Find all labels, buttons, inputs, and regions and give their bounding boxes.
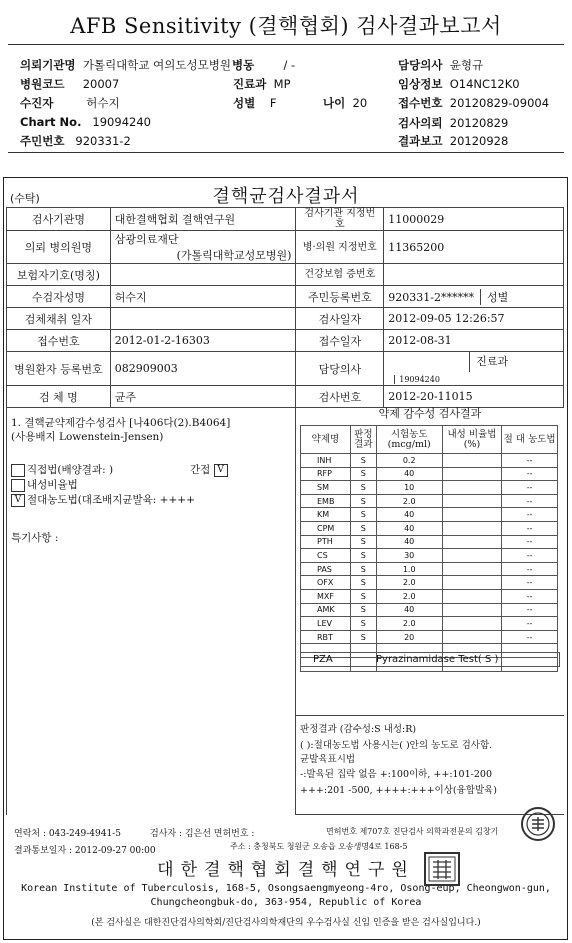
drug-row [301,562,558,576]
legend-line: 균발육표시법 [300,754,356,765]
drug-name: CPM [301,521,351,535]
absolute-concentration-checkbox[interactable]: V [11,494,25,507]
seal-glyph-icon [523,809,553,839]
header-field-clinical-info: 임상정보 O14NC12K0 [398,77,520,91]
header-field-institution: 의뢰기관명 가톨릭대학교 여의도성모병원 [20,58,231,72]
drug-name: MXF [301,589,351,603]
drug-absolute: -- [502,617,558,631]
drug-name: PTH [301,535,351,549]
info-value [110,308,296,330]
accreditation-notice: (본 검사실은 대한진단검사의학회/진단검사의학재단의 우수검사실 신임 인증을 받은 검사실입니다.) [91,918,481,928]
drug-concentration: 40 [376,508,442,522]
table-row [7,286,564,308]
drug-result: S [350,508,376,522]
drug-name: OFX [301,576,351,590]
drug-concentration: 2.0 [376,589,442,603]
column-header: 판정 결과 [350,426,376,454]
drug-row [301,535,558,549]
drug-sensitivity-section [296,405,564,715]
pza-value: Pyrazinamidase Test( S ) [376,654,499,665]
info-label: 주민등록번호 [296,286,384,308]
drug-absolute: -- [502,494,558,508]
info-value [110,264,296,286]
header-field-patient: 수진자 허수지 [20,96,120,110]
info-value: 진료과19094240 [384,352,564,386]
info-value: 대한결핵협회 결핵연구원 [110,208,296,231]
drug-row [301,603,558,617]
drug-concentration: 40 [376,521,442,535]
drug-result: S [350,467,376,481]
drug-ratio [442,617,502,631]
legend-line: 판정결과 (감수성:S 내성:R) [300,724,417,735]
drug-ratio [442,494,502,508]
info-label: 수검자성명 [7,286,111,308]
info-value: 11000029 [384,208,564,231]
header-field-age: 나이 20 [323,96,368,110]
report-title: 결핵균검사결과서 [212,186,360,207]
drug-table-title: 약제 감수성 검사결과 [378,407,482,420]
header-field-sex: 성별 F [233,96,277,110]
info-value: 2012-01-2-16303 [110,330,296,352]
stamp-glyph-icon [426,854,458,884]
legend-line: -:발육된 집락 없음 +:100이하, ++:101-200 [300,769,492,780]
column-header: 내성 비율법(%) [442,426,502,454]
drug-result: S [350,521,376,535]
drug-ratio [442,630,502,644]
info-label: 검사일자 [296,308,384,330]
drug-concentration: 2.0 [376,494,442,508]
drug-row [301,508,558,522]
drug-table [300,425,558,672]
info-value: 삼광의료재단 (가톨릭대학교성모병원) [110,231,296,264]
drug-name: RBT [301,630,351,644]
info-label: 접수번호 [7,330,111,352]
drug-ratio [442,562,502,576]
institute-seal [424,852,460,886]
drug-row [301,589,558,603]
header-field-hospital-code: 병원코드 20007 [20,77,120,91]
drug-ratio [442,521,502,535]
info-label: 검 체 명 [7,386,111,408]
footer-license: 면허번호 제707호 진단검사 의학과전문의 김창기 [326,827,499,836]
test-method-section [6,405,296,815]
header-field-receipt-no: 접수번호 20120829-09004 [398,96,550,110]
drug-concentration: 30 [376,549,442,563]
drug-result: S [350,630,376,644]
drug-result: S [350,549,376,563]
legend-line: ( ):절대농도법 사용시는( )안의 농도로 검사함. [300,740,493,751]
drug-row [301,467,558,481]
drug-result: S [350,494,376,508]
header-field-report-date: 결과보고 20120928 [398,134,509,148]
header-bottom-divider [8,152,564,153]
info-label: 접수일자 [296,330,384,352]
drug-ratio [442,454,502,468]
drug-concentration: 40 [376,535,442,549]
info-label: 건강보험 증번호 [296,264,384,286]
drug-name: RFP [301,467,351,481]
header-divider [8,44,564,45]
drug-ratio [442,549,502,563]
drug-row [301,630,558,644]
drug-row [301,494,558,508]
institute-address-line-2: Chungcheongbuk-do, 363-954, Republic of Korea [150,897,422,908]
drug-row [301,454,558,468]
info-label: 검사기관 지정번호 [296,208,384,231]
drug-concentration: 0.2 [376,454,442,468]
drug-absolute: -- [502,454,558,468]
drug-absolute: -- [502,603,558,617]
info-label: 병·의원 지정번호 [296,231,384,264]
drug-ratio [442,603,502,617]
page-title: AFB Sensitivity (결핵협회) 검사결과보고서 [70,14,502,38]
drug-concentration: 40 [376,603,442,617]
footer-notify-date: 결과통보일자 : 2012-09-27 00:00 [14,846,156,856]
institute-name: 대한결핵협회결핵연구원 [157,860,415,880]
info-value [384,264,564,286]
drug-result: S [350,576,376,590]
footer-address: 주소 : 충청북도 청원군 오송읍 오송생명4로 168-5 [230,842,408,851]
direct-method-checkbox[interactable] [11,464,25,477]
drug-absolute: -- [502,576,558,590]
resistance-ratio-checkbox[interactable] [11,479,25,492]
drug-ratio [442,576,502,590]
direct-method-row: 직접법(배양결과: ) [11,462,113,477]
info-value: 균주 [110,386,296,408]
drug-absolute: -- [502,508,558,522]
drug-ratio [442,589,502,603]
drug-result: S [350,562,376,576]
table-row [7,308,564,330]
drug-absolute: -- [502,549,558,563]
drug-absolute: -- [502,562,558,576]
report-info-table [6,207,564,408]
drug-concentration: 20 [376,630,442,644]
column-header: 약제명 [301,426,351,454]
drug-result: S [350,535,376,549]
drug-table-header [301,426,558,454]
drug-ratio [442,467,502,481]
drug-concentration: 1.0 [376,562,442,576]
director-seal [521,807,555,841]
column-header: 시험농도 (mcg/ml) [376,426,442,454]
drug-concentration: 2.0 [376,576,442,590]
header-field-chart-no: Chart No. 19094240 [20,115,151,129]
drug-concentration: 2.0 [376,617,442,631]
drug-name: INH [301,454,351,468]
legend-line: +++:201 -500, ++++:+++이상(융합발육) [300,785,498,796]
header-field-doctor: 담당의사 윤형규 [398,58,484,72]
drug-ratio [442,535,502,549]
info-value: 920331-2****** 성별 [384,286,564,308]
drug-row [301,521,558,535]
drug-ratio [442,508,502,522]
drug-name: AMK [301,603,351,617]
drug-name: EMB [301,494,351,508]
absolute-concentration-row: V 절대농도법(대조배지균발육: ++++ [11,492,195,507]
drug-result: S [350,454,376,468]
info-value: 11365200 [384,231,564,264]
table-row [7,231,564,264]
drug-row [301,481,558,495]
info-label: 검체채취 일자 [7,308,111,330]
header-field-request-date: 검사의뢰 20120829 [398,116,509,130]
drug-name: SM [301,481,351,495]
table-row [7,330,564,352]
resistance-ratio-row: 내성비율법 [11,477,78,492]
method-item-1-medium: (사용배지 Lowenstein-Jensen) [11,431,164,443]
drug-absolute: -- [502,467,558,481]
report-tag: (수탁) [10,192,40,205]
drug-name: LEV [301,617,351,631]
footer-contact: 연락처 : 043-249-4941-5 [14,829,121,839]
info-value: 2012-08-31 [384,330,564,352]
drug-result: S [350,617,376,631]
drug-absolute: -- [502,521,558,535]
drug-concentration: 10 [376,481,442,495]
indirect-method-checkbox[interactable]: V [214,464,228,477]
header-field-ward: 병동 / - [232,58,296,72]
drug-absolute: -- [502,630,558,644]
drug-absolute: -- [502,481,558,495]
pza-label: PZA [313,654,333,665]
column-header: 절 대 농도법 [502,426,558,454]
table-row [7,352,564,386]
info-value: 2012-09-05 12:26:57 [384,308,564,330]
info-label: 검사기관명 [7,208,111,231]
info-label: 병원환자 등록번호 [7,352,111,386]
drug-name: KM [301,508,351,522]
institute-address-line-1: Korean Institute of Tuberculosis, 168-5, Osongsaengmyeong-4ro, Osong-eup, Cheongwon-gun, [21,883,551,894]
drug-row [301,576,558,590]
info-label: 보험자기호(명칭) [7,264,111,286]
method-item-1: 1. 결핵균약제감수성검사 [나406다(2).B4064] [11,417,231,429]
drug-absolute: -- [502,535,558,549]
drug-concentration: 40 [376,467,442,481]
header-field-resident-no: 주민번호 920331-2 [20,134,131,148]
info-label: 검사번호 [296,386,384,408]
drug-name: CS [301,549,351,563]
drug-row [301,549,558,563]
drug-result: S [350,603,376,617]
footer-tester: 검사자 : 김은선 면허번호 : [150,829,255,839]
indirect-method-row: 간접 V [190,462,230,477]
drug-result: S [350,481,376,495]
info-label: 의뢰 병의원명 [7,231,111,264]
table-row [7,208,564,231]
info-value: 082909003 [110,352,296,386]
header-field-dept: 진료과 MP [233,77,291,91]
info-label: 담당의사 [296,352,384,386]
info-value: 2012-20-11015 [384,386,564,408]
pza-row [300,652,560,667]
drug-result: S [350,589,376,603]
special-notes-label: 특기사항 : [11,532,59,544]
judgment-legend [296,715,564,815]
table-row [7,264,564,286]
drug-ratio [442,481,502,495]
info-value: 허수지 [110,286,296,308]
drug-name: PAS [301,562,351,576]
drug-row [301,617,558,631]
drug-absolute: -- [502,589,558,603]
